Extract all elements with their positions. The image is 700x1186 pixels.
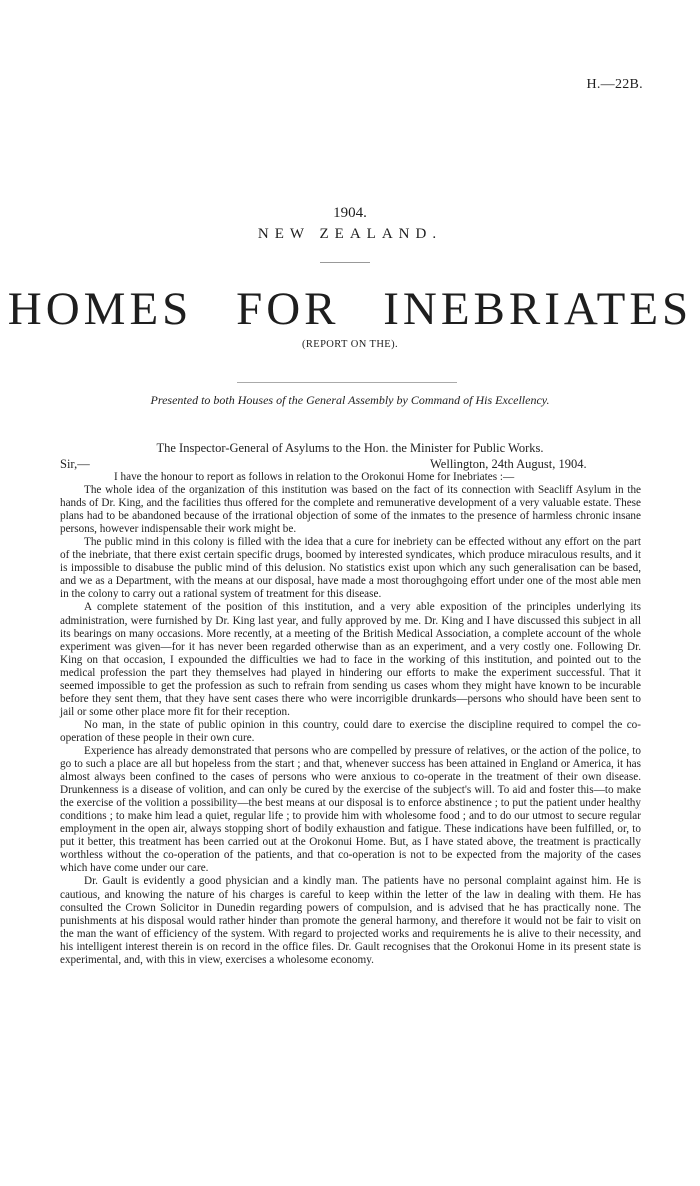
page-subtitle: (REPORT ON THE). bbox=[301, 339, 399, 350]
divider-short bbox=[320, 262, 370, 263]
paragraph: I have the honour to report as follows in relation to the Orokonui Home for Inebriates :— bbox=[114, 471, 515, 483]
country-heading: NEW ZEALAND. bbox=[257, 226, 443, 242]
paragraph: A complete statement of the position of this institution, and a very able exposition of the principles underlying its administration, were furnished by Dr. King last year, and fully approved by me. Dr. King and I have discussed this subject in all its bearings on many occasions. More recently, at a meeting of the British Medical Association, a complete account of the whole experiment was given—for it has never been regarded otherwise than as an experiment, and a very costly one. Following Dr. King on that occasion, I expounded the difficulties we had to face in the working of this institution, and pointed out to the medical profession the part they themselves had played in hindering our efforts to make the experiment successful. That it seemed impossible to get the profession as such to refrain from sending us cases whom they might have known to be incurable before they sent them, that they have sent cases there who were incorrigible drunkards—persons who should have been sent to jail or some other place more fit for their reception. bbox=[60, 601, 641, 718]
document-reference: H.—22B. bbox=[586, 77, 643, 92]
letter-body bbox=[60, 471, 641, 967]
document-year: 1904. bbox=[333, 205, 367, 221]
paragraph: The whole idea of the organization of this institution was based on the fact of its connection with Seacliff Asylum in the hands of Dr. King, and the facilities thus offered for the complete and remunerative development of a very valuable estate. These plans had to be abandoned because of the irrational objection of some of the inmates to the presence of harmless chronic insane persons, however indispensable their work might be. bbox=[60, 484, 641, 536]
divider-long bbox=[237, 382, 457, 383]
presentation-note: Presented to both Houses of the General Assembly by Command of His Excellency. bbox=[150, 393, 550, 407]
paragraph: Dr. Gault is evidently a good physician and a kindly man. The patients have no personal complaint against him. He is cautious, and knowing the nature of his charges is careful to keep within the letter of the law in dealing with them. He has consulted the Crown Solicitor in Dunedin regarding powers of compulsion, and is advised that he has practically none. The punishments at his disposal would rather hinder than promote the general harmony, and therefore it would not be fair to visit on the man the want of efficiency of the system. With regard to projected works and requirements he is alive to their necessity, and his intelligent interest therein is on record in the office files. Dr. Gault recognises that the Orokonui Home in its present state is experimental, and, with this in view, exercises a wholesome economy. bbox=[60, 875, 641, 966]
letter-dateline: Wellington, 24th August, 1904. bbox=[430, 457, 587, 471]
paragraph: The public mind in this colony is filled with the idea that a cure for inebriety can be effected without any effort on the part of the inebriate, that there exist certain specific drugs, boomed by interested syndicates, which produce miraculous results, and it is impossible to disabuse the public mind of this delusion. No statistics exist upon which any such generalisation can be based, and we as a Department, with the means at our disposal, have made a most thoroughgoing effort under one of the most able men in the colony to carry out a rational system of treatment for this disease. bbox=[60, 536, 641, 601]
paragraph: Experience has already demonstrated that persons who are compelled by pressure of relatives, or the action of the police, to go to such a place are all but hopeless from the start ; and that, whenever success has been attained in England or America, it has almost always been confined to the cases of persons who were anxious to co-operate in the treatment of their own disease. Drunkenness is a disease of volition, and can only be cured by the exercise of the subject's will. To aid and foster this—to make the exercise of the volition a possibility—the best means at our disposal is to enforce abstinence ; to put the patient under healthy conditions ; to make him lead a quiet, regular life ; to provide him with wholesome food ; and to do our utmost to secure regular employment in the open air, always stopping short of bodily exhaustion and fatigue. These indications have been fulfilled, or, to put it better, this treatment has been carried out at the Orokonui Home. But, as I have stated above, the treatment is practically worthless without the co-operation of the patients, and that co-operation is not to be expected from the majority of the cases which have come under our care. bbox=[60, 744, 641, 875]
paragraph: No man, in the state of public opinion in this country, could dare to exercise the discipline required to compel the co-operation of these people in their own cure. bbox=[60, 718, 641, 744]
page-title: HOMES FOR INEBRIATES bbox=[7, 283, 693, 335]
letter-addressee: The Inspector-General of Asylums to the Hon. the Minister for Public Works. bbox=[156, 441, 544, 455]
letter-salutation: Sir,— bbox=[60, 457, 90, 471]
